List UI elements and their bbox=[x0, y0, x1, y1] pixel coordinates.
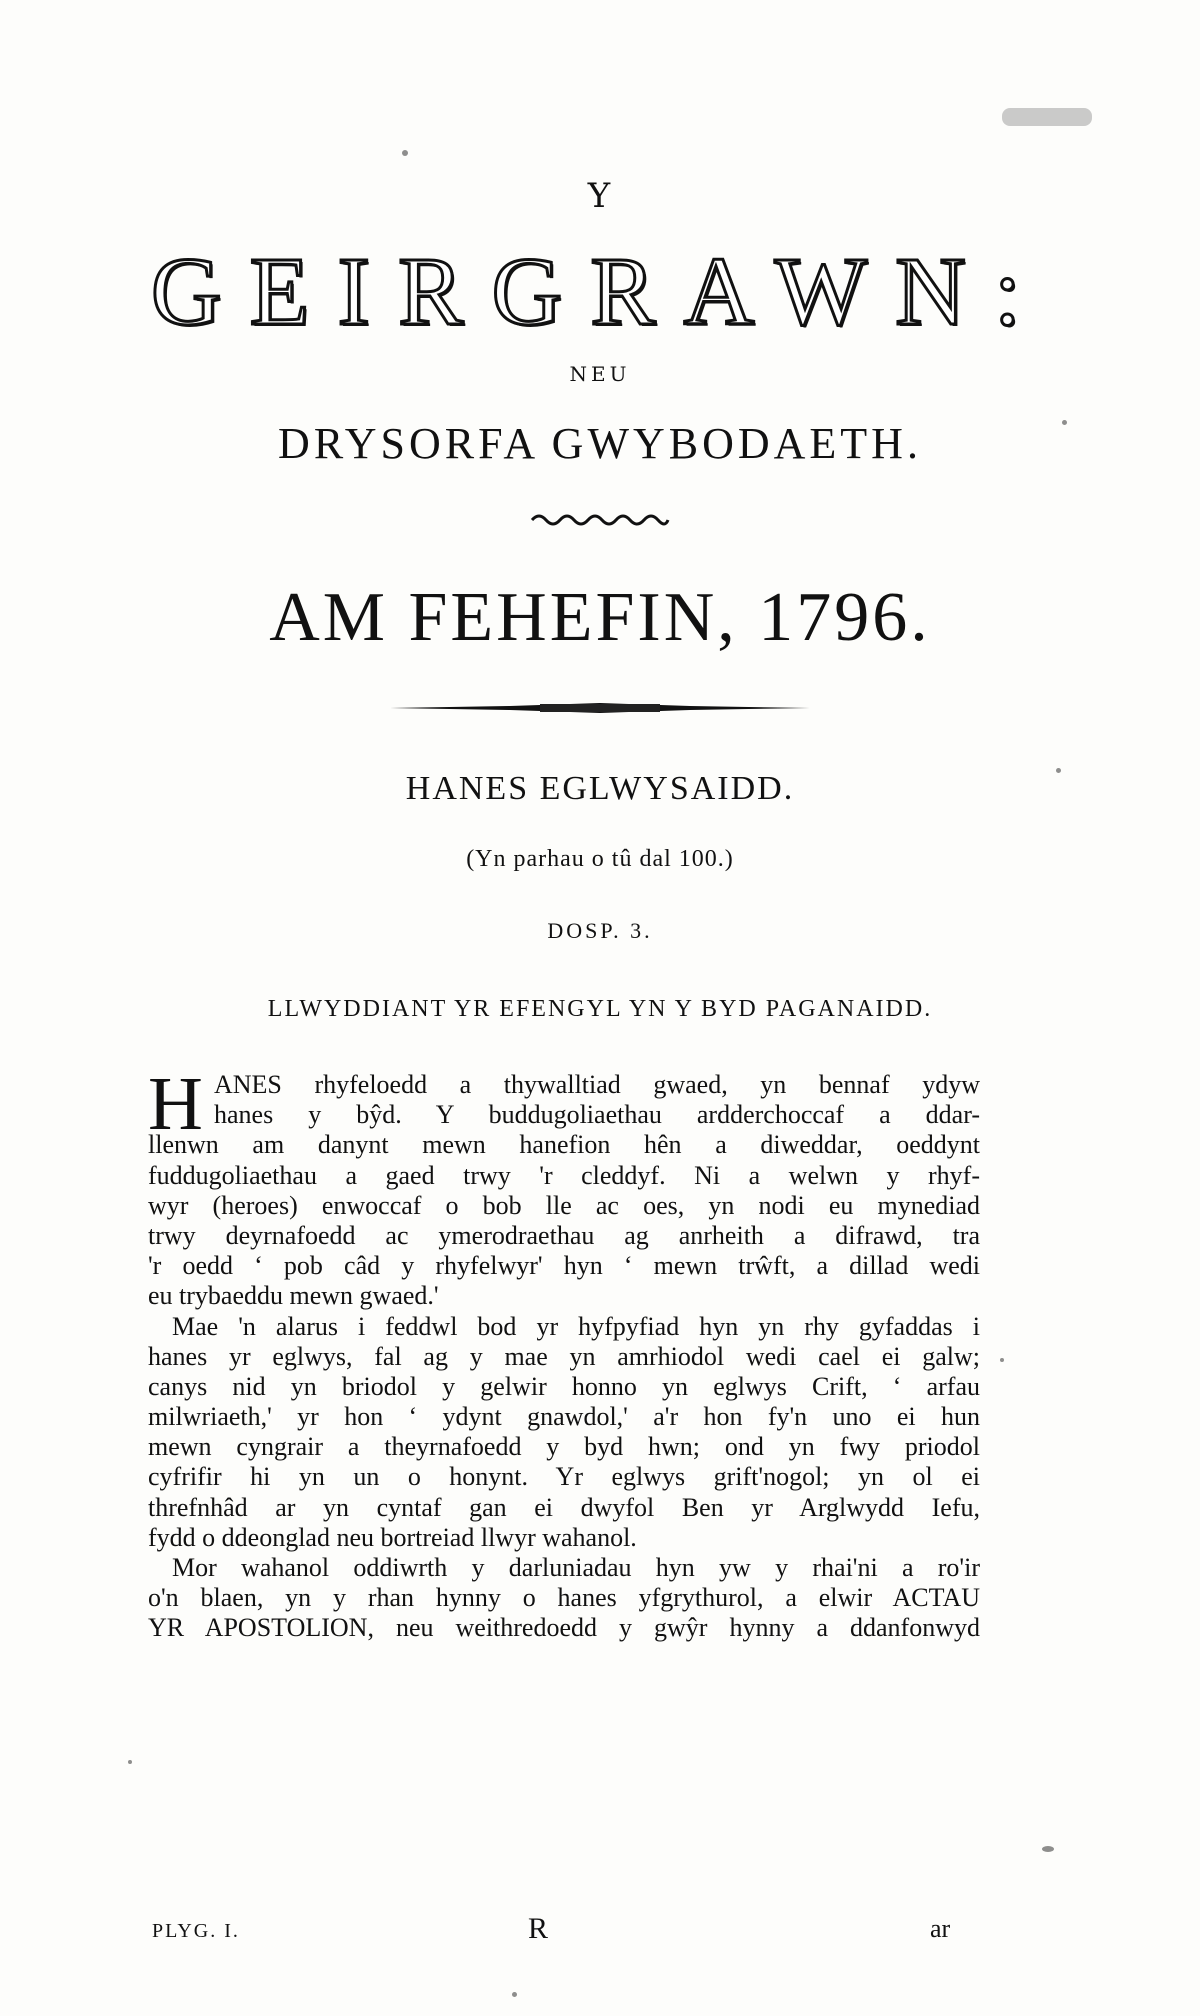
text-line: fydd o ddeonglad neu bortreiad llwyr wahanol. bbox=[148, 1522, 637, 1552]
wavy-ornament bbox=[0, 512, 1200, 532]
continuation-note: (Yn parhau o tû dal 100.) bbox=[466, 846, 734, 872]
text-line: cyfrifir hi yn un o honynt. Yr eglwys grift'nogol; yn ol ei bbox=[148, 1462, 980, 1492]
text-line: o'n blaen, yn y rhan hynny o hanes yfgrythurol, a elwir ACTAU bbox=[148, 1583, 980, 1613]
text-line: fuddugoliaethau a gaed trwy 'r cleddyf. Ni a welwn y rhyf- bbox=[148, 1160, 980, 1190]
paper-speck bbox=[1000, 1358, 1004, 1362]
paper-speck bbox=[512, 1992, 517, 1997]
paper-speck bbox=[1002, 108, 1092, 126]
drop-cap: H bbox=[148, 1062, 203, 1146]
chapter-title: LLWYDDIANT YR EFENGYL YN Y BYD PAGANAIDD. bbox=[267, 996, 933, 1022]
paper-speck bbox=[402, 150, 408, 156]
title-article: Y bbox=[587, 176, 613, 216]
text-line: hanes y bŷd. Y buddugoliaethau ardderchoccaf a ddar- bbox=[214, 1100, 980, 1130]
journal-title: GEIRGRAWN: bbox=[150, 238, 1050, 346]
text-line: 'r oedd ‘ pob câd y rhyfelwyr' hyn ‘ mewn trŵft, a dillad wedi bbox=[148, 1251, 980, 1281]
text-line: llenwn am danynt mewn hanefion hên a diweddar, oeddynt bbox=[148, 1130, 980, 1160]
paper-speck bbox=[128, 1760, 132, 1764]
text-line: milwriaeth,' yr hon ‘ ydynt gnawdol,' a'r hon fy'n uno ei hun bbox=[148, 1402, 980, 1432]
text-line: eu trybaeddu mewn gwaed.' bbox=[148, 1281, 439, 1311]
text-line: Mor wahanol oddiwrth y darluniadau hyn yw y rhai'ni a ro'ir bbox=[172, 1553, 980, 1582]
catchword: ar bbox=[930, 1914, 951, 1943]
title-conjunction: NEU bbox=[569, 362, 631, 386]
text-line: wyr (heroes) enwoccaf o bob lle ac oes, yn nodi eu mynediad bbox=[148, 1190, 980, 1220]
text-line: YR APOSTOLION, neu weithredoedd y gwŷr hynny a ddanfonwyd bbox=[148, 1613, 980, 1643]
journal-subtitle: DRYSORFA GWYBODAETH. bbox=[278, 419, 922, 468]
body-text bbox=[148, 1062, 980, 1644]
paper-speck bbox=[1056, 768, 1061, 773]
signature-mark: PLYG. I. bbox=[152, 1920, 240, 1942]
paper-speck bbox=[1062, 420, 1067, 425]
text-line: Mae 'n alarus i feddwl bod yr hyfpyfiad hyn yn rhy gyfaddas i bbox=[172, 1311, 980, 1341]
issue-date: AM FEHEFIN, 1796. bbox=[269, 579, 931, 656]
division-number: DOSP. 3. bbox=[547, 918, 653, 943]
section-title: HANES EGLWYSAIDD. bbox=[405, 770, 795, 807]
text-line: hanes yr eglwys, fal ag y mae yn amrhiodol wedi cael ei galw; bbox=[148, 1341, 980, 1371]
text-line: ANES rhyfeloedd a thywalltiad gwaed, yn bennaf ydyw bbox=[214, 1070, 980, 1099]
text-line: trwy deyrnafoedd ac ymerodraethau ag anrheith a difrawd, tra bbox=[148, 1220, 980, 1250]
ornamental-rule bbox=[0, 700, 1200, 719]
signature-letter: R bbox=[528, 1912, 549, 1945]
text-line: canys nid yn briodol y gelwir honno yn eglwys Crift, ‘ arfau bbox=[148, 1371, 980, 1401]
text-line: mewn cyngrair a theyrnafoedd y byd hwn; ond yn fwy priodol bbox=[148, 1432, 980, 1462]
text-line: threfnhâd ar yn cyntaf gan ei dwyfol Ben yr Arglwydd Iefu, bbox=[148, 1492, 980, 1522]
paper-speck bbox=[1042, 1846, 1054, 1852]
